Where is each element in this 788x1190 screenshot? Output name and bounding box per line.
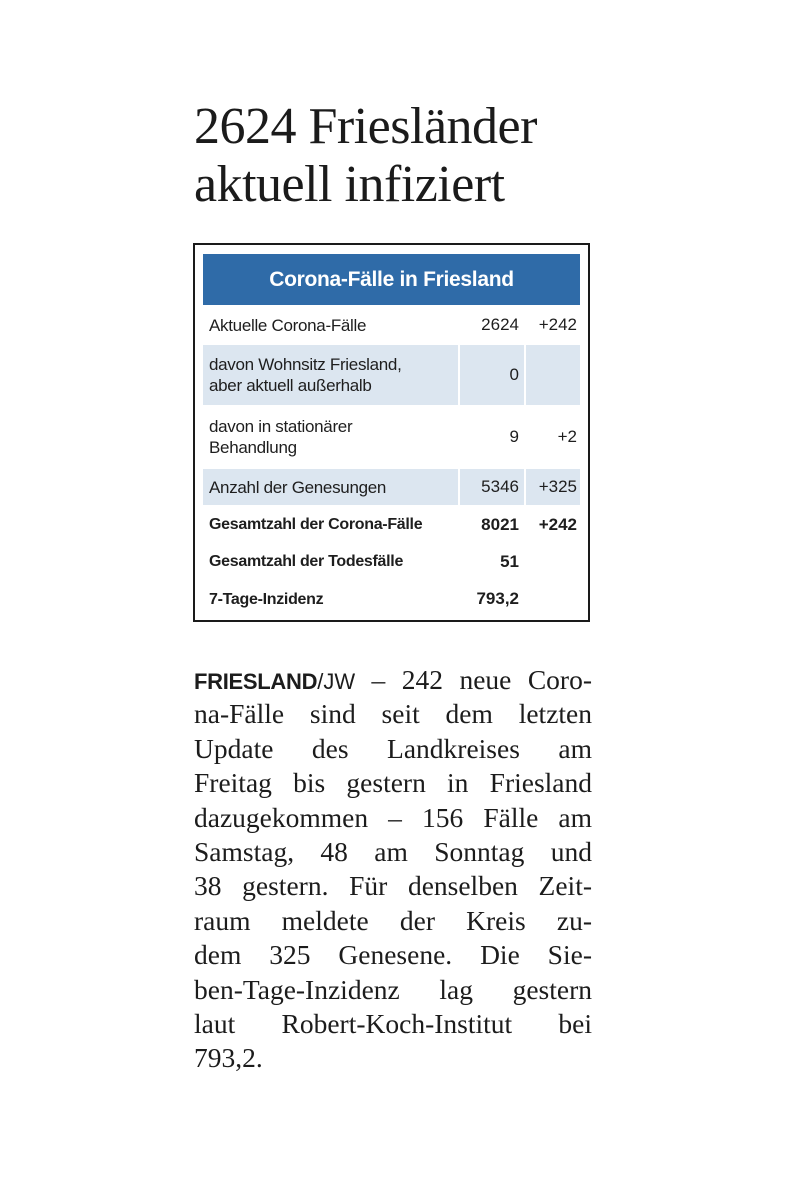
article-line: 793,2.	[194, 1042, 263, 1074]
row-delta	[526, 544, 580, 579]
row-value: 793,2	[460, 581, 526, 617]
row-label: Gesamtzahl der Corona-Fälle	[203, 507, 460, 542]
article-body	[194, 663, 592, 1076]
article-line: 38 gestern. Für denselben Zeit-	[194, 870, 592, 902]
row-label: Anzahl der Genesungen	[203, 469, 460, 505]
row-value: 9	[460, 407, 526, 467]
row-value: 8021	[460, 507, 526, 542]
article-line: Freitag bis gestern in Friesland	[194, 767, 592, 799]
article-author: /JW	[317, 669, 356, 694]
article-dateline: FRIESLAND	[194, 669, 318, 694]
row-value: 51	[460, 544, 526, 579]
table-row	[203, 544, 580, 581]
table-row	[203, 407, 580, 469]
article-line	[194, 663, 592, 697]
article-line: dazugekommen – 156 Fälle am	[194, 801, 592, 833]
article-line: raum meldete der Kreis zu-	[194, 904, 592, 936]
row-delta	[526, 345, 580, 405]
row-value: 5346	[460, 469, 526, 505]
table-row	[203, 581, 580, 619]
row-delta: +325	[526, 469, 580, 505]
row-delta: +242	[538, 315, 577, 334]
infobox-title: Corona-Fälle in Friesland	[203, 254, 580, 305]
headline-line-2: aktuell infiziert	[194, 156, 505, 213]
table-row	[203, 345, 580, 407]
row-label: davon Wohnsitz Friesland, aber aktuell außerhalb	[203, 345, 460, 405]
row-value: 2624	[460, 307, 526, 343]
article-line: dem 325 Genesene. Die Sie-	[194, 939, 592, 971]
table-row	[203, 507, 580, 544]
headline-line-1: 2624 Friesländer	[194, 98, 537, 155]
headline	[194, 98, 614, 214]
corona-infobox	[193, 243, 590, 622]
row-label: Aktuelle Corona-Fälle	[203, 307, 460, 343]
article-line-text: – 242 neue Coro-	[355, 664, 592, 695]
article-line: Update des Landkreises am	[194, 732, 592, 764]
row-delta: +2	[557, 427, 577, 446]
table-row	[203, 469, 580, 507]
row-label: 7-Tage-Inzidenz	[203, 581, 460, 617]
article-line: Samstag, 48 am Sonntag und	[194, 835, 592, 867]
article-line: na-Fälle sind seit dem letzten	[194, 698, 592, 730]
table-row	[203, 307, 580, 345]
row-delta: +242	[538, 514, 577, 534]
row-delta	[526, 581, 580, 617]
article-line: laut Robert-Koch-Institut bei	[194, 1007, 592, 1039]
infobox-table	[203, 307, 580, 619]
row-value: 0	[460, 345, 526, 405]
row-label: Gesamtzahl der Todesfälle	[203, 544, 460, 579]
article-line: ben-Tage-Inzidenz lag gestern	[194, 973, 592, 1005]
row-label: davon in stationärer Behandlung	[203, 407, 460, 467]
